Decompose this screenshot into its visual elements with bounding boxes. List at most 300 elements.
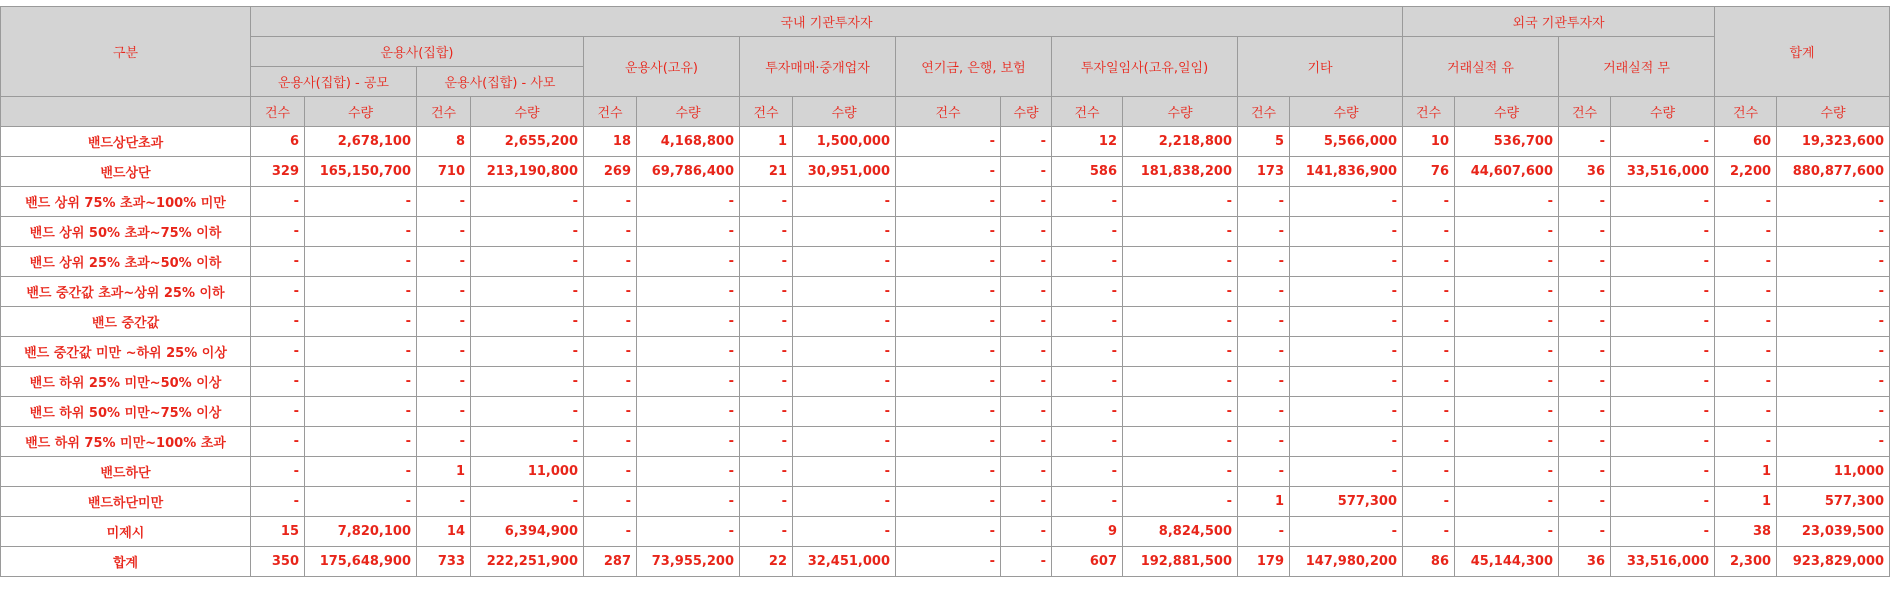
quantity-cell: - <box>1290 337 1403 367</box>
table-row <box>1 397 1890 427</box>
count-cell: - <box>1715 307 1777 337</box>
quantity-cell: - <box>1001 457 1052 487</box>
count-cell: - <box>740 217 793 247</box>
header-collective: 운용사(집합) <box>251 37 584 67</box>
count-cell: - <box>584 337 637 367</box>
quantity-cell: - <box>1001 217 1052 247</box>
count-cell: - <box>1559 277 1611 307</box>
quantity-cell: - <box>305 247 417 277</box>
quantity-cell: - <box>1455 187 1559 217</box>
quantity-cell: 165,150,700 <box>305 157 417 187</box>
quantity-cell: - <box>1777 367 1890 397</box>
quantity-cell: 181,838,200 <box>1123 157 1238 187</box>
quantity-cell: - <box>793 277 896 307</box>
quantity-cell: 577,300 <box>1290 487 1403 517</box>
count-cell: 5 <box>1238 127 1290 157</box>
count-cell: 173 <box>1238 157 1290 187</box>
count-cell: - <box>1715 217 1777 247</box>
count-cell: - <box>1403 277 1455 307</box>
count-cell: - <box>896 367 1001 397</box>
quantity-cell: - <box>305 427 417 457</box>
table-row <box>1 157 1890 187</box>
quantity-cell: 880,877,600 <box>1777 157 1890 187</box>
header-quantity: 수량 <box>1611 97 1715 127</box>
quantity-cell: - <box>1611 517 1715 547</box>
quantity-cell: 69,786,400 <box>637 157 740 187</box>
count-cell: - <box>1238 277 1290 307</box>
row-label: 미제시 <box>1 517 251 547</box>
count-cell: - <box>1559 247 1611 277</box>
quantity-cell: 577,300 <box>1777 487 1890 517</box>
count-cell: - <box>1403 427 1455 457</box>
quantity-cell: - <box>1611 217 1715 247</box>
quantity-cell: - <box>1611 187 1715 217</box>
count-cell: - <box>896 427 1001 457</box>
count-cell: 179 <box>1238 547 1290 577</box>
quantity-cell: - <box>1455 427 1559 457</box>
count-cell: - <box>1238 217 1290 247</box>
count-cell: - <box>1715 277 1777 307</box>
count-cell: - <box>740 457 793 487</box>
count-cell: - <box>1052 307 1123 337</box>
subheader-row <box>1 97 1890 127</box>
quantity-cell: 175,648,900 <box>305 547 417 577</box>
quantity-cell: 33,516,000 <box>1611 547 1715 577</box>
quantity-cell: 2,218,800 <box>1123 127 1238 157</box>
row-label: 합계 <box>1 547 251 577</box>
count-cell: - <box>1403 397 1455 427</box>
count-cell: - <box>1715 397 1777 427</box>
count-cell: - <box>1559 367 1611 397</box>
header-pension: 연기금, 은행, 보험 <box>896 37 1052 97</box>
count-cell: - <box>740 367 793 397</box>
quantity-cell: - <box>1001 277 1052 307</box>
quantity-cell: 7,820,100 <box>305 517 417 547</box>
count-cell: - <box>1052 187 1123 217</box>
count-cell: 76 <box>1403 157 1455 187</box>
count-cell: 22 <box>740 547 793 577</box>
count-cell: 733 <box>417 547 471 577</box>
count-cell: - <box>896 157 1001 187</box>
count-cell: - <box>1403 217 1455 247</box>
quantity-cell: - <box>1611 277 1715 307</box>
row-label: 밴드 하위 50% 미만~75% 이상 <box>1 397 251 427</box>
header-without-record: 거래실적 무 <box>1559 37 1715 97</box>
quantity-cell: - <box>793 397 896 427</box>
quantity-cell: - <box>305 397 417 427</box>
header-quantity: 수량 <box>471 97 584 127</box>
count-cell: - <box>1238 457 1290 487</box>
header-count: 건수 <box>1403 97 1455 127</box>
quantity-cell: - <box>1777 247 1890 277</box>
table-body <box>1 127 1890 577</box>
count-cell: - <box>1052 367 1123 397</box>
quantity-cell: - <box>1290 367 1403 397</box>
count-cell: - <box>896 217 1001 247</box>
quantity-cell: - <box>305 487 417 517</box>
table-row <box>1 277 1890 307</box>
quantity-cell: - <box>637 187 740 217</box>
quantity-cell: - <box>1455 457 1559 487</box>
row-label: 밴드 상위 50% 초과~75% 이하 <box>1 217 251 247</box>
quantity-cell: - <box>1777 337 1890 367</box>
quantity-cell: - <box>1123 247 1238 277</box>
quantity-cell: 23,039,500 <box>1777 517 1890 547</box>
quantity-cell: - <box>471 307 584 337</box>
count-cell: 287 <box>584 547 637 577</box>
count-cell: - <box>251 397 305 427</box>
count-cell: - <box>1052 427 1123 457</box>
quantity-cell: - <box>637 397 740 427</box>
count-cell: - <box>1715 247 1777 277</box>
count-cell: 1 <box>1715 487 1777 517</box>
count-cell: - <box>584 217 637 247</box>
quantity-cell: - <box>471 337 584 367</box>
row-label: 밴드 상위 25% 초과~50% 이하 <box>1 247 251 277</box>
quantity-cell: - <box>793 307 896 337</box>
quantity-cell: - <box>793 247 896 277</box>
quantity-cell: - <box>1001 547 1052 577</box>
quantity-cell: - <box>1455 337 1559 367</box>
count-cell: - <box>1052 337 1123 367</box>
row-label: 밴드 중간값 <box>1 307 251 337</box>
quantity-cell: - <box>471 427 584 457</box>
quantity-cell: - <box>1290 397 1403 427</box>
quantity-cell: 5,566,000 <box>1290 127 1403 157</box>
count-cell: - <box>251 367 305 397</box>
quantity-cell: 213,190,800 <box>471 157 584 187</box>
count-cell: - <box>251 427 305 457</box>
quantity-cell: 8,824,500 <box>1123 517 1238 547</box>
quantity-cell: 33,516,000 <box>1611 157 1715 187</box>
quantity-cell: 45,144,300 <box>1455 547 1559 577</box>
quantity-cell: - <box>1455 307 1559 337</box>
count-cell: 10 <box>1403 127 1455 157</box>
header-with-record: 거래실적 유 <box>1403 37 1559 97</box>
quantity-cell: 19,323,600 <box>1777 127 1890 157</box>
quantity-cell: - <box>471 397 584 427</box>
table-row <box>1 517 1890 547</box>
count-cell: 12 <box>1052 127 1123 157</box>
table-row <box>1 487 1890 517</box>
header-quantity: 수량 <box>1001 97 1052 127</box>
row-label: 밴드 중간값 미만 ~하위 25% 이상 <box>1 337 251 367</box>
quantity-cell: - <box>1123 397 1238 427</box>
count-cell: - <box>740 307 793 337</box>
count-cell: - <box>1238 397 1290 427</box>
count-cell: - <box>1559 487 1611 517</box>
count-cell: - <box>584 277 637 307</box>
quantity-cell: - <box>1455 217 1559 247</box>
quantity-cell: - <box>1611 487 1715 517</box>
count-cell: 1 <box>1715 457 1777 487</box>
count-cell: - <box>584 427 637 457</box>
quantity-cell: - <box>305 187 417 217</box>
count-cell: - <box>896 307 1001 337</box>
header-domestic: 국내 기관투자자 <box>251 7 1403 37</box>
table-row <box>1 127 1890 157</box>
count-cell: - <box>417 337 471 367</box>
quantity-cell: - <box>471 487 584 517</box>
count-cell: - <box>584 457 637 487</box>
count-cell: - <box>1559 337 1611 367</box>
quantity-cell: 192,881,500 <box>1123 547 1238 577</box>
quantity-cell: 2,678,100 <box>305 127 417 157</box>
table-row <box>1 457 1890 487</box>
count-cell: 60 <box>1715 127 1777 157</box>
count-cell: - <box>1715 427 1777 457</box>
row-label: 밴드 하위 25% 미만~50% 이상 <box>1 367 251 397</box>
header-quantity: 수량 <box>1777 97 1890 127</box>
header-quantity: 수량 <box>1455 97 1559 127</box>
quantity-cell: - <box>637 367 740 397</box>
row-label: 밴드 중간값 초과~상위 25% 이하 <box>1 277 251 307</box>
quantity-cell: 222,251,900 <box>471 547 584 577</box>
count-cell: - <box>1052 397 1123 427</box>
quantity-cell: - <box>1123 307 1238 337</box>
count-cell: - <box>740 427 793 457</box>
quantity-cell: - <box>1611 397 1715 427</box>
quantity-cell: - <box>1455 397 1559 427</box>
quantity-cell: - <box>305 367 417 397</box>
row-label: 밴드상단초과 <box>1 127 251 157</box>
count-cell: - <box>251 187 305 217</box>
quantity-cell: - <box>1001 127 1052 157</box>
count-cell: 586 <box>1052 157 1123 187</box>
quantity-cell: - <box>1001 487 1052 517</box>
quantity-cell: - <box>1001 337 1052 367</box>
quantity-cell: - <box>1123 487 1238 517</box>
header-quantity: 수량 <box>793 97 896 127</box>
quantity-cell: - <box>1001 517 1052 547</box>
count-cell: - <box>1559 457 1611 487</box>
count-cell: 1 <box>417 457 471 487</box>
count-cell: - <box>1238 187 1290 217</box>
count-cell: - <box>1403 337 1455 367</box>
count-cell: 6 <box>251 127 305 157</box>
count-cell: - <box>896 397 1001 427</box>
count-cell: - <box>896 337 1001 367</box>
header-collective-public: 운용사(집합) - 공모 <box>251 67 417 97</box>
count-cell: - <box>251 337 305 367</box>
quantity-cell: - <box>793 517 896 547</box>
quantity-cell: - <box>637 427 740 457</box>
quantity-cell: - <box>1290 277 1403 307</box>
count-cell: - <box>1559 397 1611 427</box>
count-cell: - <box>1715 367 1777 397</box>
quantity-cell: - <box>471 247 584 277</box>
count-cell: - <box>896 547 1001 577</box>
count-cell: - <box>1715 337 1777 367</box>
quantity-cell: - <box>793 187 896 217</box>
count-cell: 1 <box>1238 487 1290 517</box>
quantity-cell: 923,829,000 <box>1777 547 1890 577</box>
count-cell: - <box>1403 457 1455 487</box>
header-count: 건수 <box>1238 97 1290 127</box>
count-cell: 350 <box>251 547 305 577</box>
count-cell: - <box>251 277 305 307</box>
quantity-cell: - <box>1123 457 1238 487</box>
header-quantity: 수량 <box>1290 97 1403 127</box>
count-cell: 9 <box>1052 517 1123 547</box>
count-cell: - <box>1052 487 1123 517</box>
count-cell: - <box>896 487 1001 517</box>
count-cell: - <box>740 337 793 367</box>
quantity-cell: - <box>637 247 740 277</box>
quantity-cell: - <box>471 277 584 307</box>
count-cell: 14 <box>417 517 471 547</box>
count-cell: - <box>417 247 471 277</box>
quantity-cell: - <box>305 307 417 337</box>
count-cell: - <box>1559 427 1611 457</box>
count-cell: - <box>896 247 1001 277</box>
count-cell: - <box>1403 487 1455 517</box>
table-row <box>1 247 1890 277</box>
quantity-cell: 147,980,200 <box>1290 547 1403 577</box>
count-cell: - <box>417 427 471 457</box>
count-cell: - <box>1559 127 1611 157</box>
quantity-cell: - <box>1455 277 1559 307</box>
count-cell: 86 <box>1403 547 1455 577</box>
table-row <box>1 337 1890 367</box>
header-count: 건수 <box>584 97 637 127</box>
count-cell: - <box>1052 277 1123 307</box>
quantity-cell: - <box>793 367 896 397</box>
quantity-cell: 6,394,900 <box>471 517 584 547</box>
header-count: 건수 <box>251 97 305 127</box>
count-cell: - <box>1403 517 1455 547</box>
quantity-cell: 1,500,000 <box>793 127 896 157</box>
count-cell: - <box>1052 247 1123 277</box>
count-cell: - <box>417 397 471 427</box>
count-cell: - <box>1238 367 1290 397</box>
count-cell: - <box>417 367 471 397</box>
count-cell: - <box>1559 307 1611 337</box>
row-label: 밴드상단 <box>1 157 251 187</box>
count-cell: - <box>740 517 793 547</box>
count-cell: 36 <box>1559 157 1611 187</box>
count-cell: - <box>417 277 471 307</box>
quantity-cell: 32,451,000 <box>793 547 896 577</box>
count-cell: 2,300 <box>1715 547 1777 577</box>
count-cell: - <box>417 217 471 247</box>
quantity-cell: 2,655,200 <box>471 127 584 157</box>
count-cell: - <box>896 187 1001 217</box>
count-cell: - <box>251 487 305 517</box>
quantity-cell: 30,951,000 <box>793 157 896 187</box>
count-cell: - <box>251 247 305 277</box>
count-cell: - <box>896 457 1001 487</box>
quantity-cell: - <box>1290 187 1403 217</box>
quantity-cell: - <box>1123 337 1238 367</box>
count-cell: - <box>584 247 637 277</box>
count-cell: 710 <box>417 157 471 187</box>
count-cell: 18 <box>584 127 637 157</box>
count-cell: - <box>896 127 1001 157</box>
count-cell: - <box>417 187 471 217</box>
count-cell: 38 <box>1715 517 1777 547</box>
quantity-cell: - <box>305 457 417 487</box>
count-cell: - <box>584 367 637 397</box>
count-cell: 607 <box>1052 547 1123 577</box>
header-broker: 투자매매·중개업자 <box>740 37 896 97</box>
quantity-cell: - <box>637 277 740 307</box>
count-cell: - <box>740 247 793 277</box>
quantity-cell: 73,955,200 <box>637 547 740 577</box>
count-cell: - <box>1403 307 1455 337</box>
quantity-cell: 536,700 <box>1455 127 1559 157</box>
count-cell: - <box>1715 187 1777 217</box>
quantity-cell: - <box>1611 247 1715 277</box>
header-discretionary: 투자일임사(고유,일임) <box>1052 37 1238 97</box>
quantity-cell: 44,607,600 <box>1455 157 1559 187</box>
quantity-cell: 141,836,900 <box>1290 157 1403 187</box>
quantity-cell: 4,168,800 <box>637 127 740 157</box>
count-cell: - <box>417 307 471 337</box>
count-cell: 2,200 <box>1715 157 1777 187</box>
quantity-cell: - <box>1777 397 1890 427</box>
header-foreign: 외국 기관투자자 <box>1403 7 1715 37</box>
quantity-cell: - <box>1611 337 1715 367</box>
count-cell: - <box>896 277 1001 307</box>
quantity-cell: - <box>1123 427 1238 457</box>
count-cell: - <box>584 487 637 517</box>
count-cell: 15 <box>251 517 305 547</box>
quantity-cell: - <box>471 217 584 247</box>
count-cell: - <box>1238 427 1290 457</box>
count-cell: - <box>1238 337 1290 367</box>
header-count: 건수 <box>1052 97 1123 127</box>
row-label: 밴드하단 <box>1 457 251 487</box>
count-cell: - <box>1403 367 1455 397</box>
quantity-cell: - <box>637 517 740 547</box>
quantity-cell: - <box>1290 427 1403 457</box>
quantity-cell: - <box>637 337 740 367</box>
table-row <box>1 307 1890 337</box>
row-label: 밴드 하위 75% 미만~100% 초과 <box>1 427 251 457</box>
count-cell: - <box>417 487 471 517</box>
quantity-cell: - <box>793 217 896 247</box>
header-count: 건수 <box>1715 97 1777 127</box>
header-count: 건수 <box>1559 97 1611 127</box>
table-row <box>1 427 1890 457</box>
count-cell: - <box>1052 217 1123 247</box>
quantity-cell: 11,000 <box>471 457 584 487</box>
table-row <box>1 217 1890 247</box>
quantity-cell: - <box>1001 307 1052 337</box>
count-cell: - <box>740 277 793 307</box>
quantity-cell: - <box>305 277 417 307</box>
allocation-table <box>0 6 1890 577</box>
quantity-cell: - <box>1455 247 1559 277</box>
quantity-cell: - <box>1001 397 1052 427</box>
header-category-blank <box>1 97 251 127</box>
quantity-cell: - <box>1001 367 1052 397</box>
table-row <box>1 547 1890 577</box>
count-cell: - <box>584 397 637 427</box>
row-label: 밴드하단미만 <box>1 487 251 517</box>
count-cell: - <box>896 517 1001 547</box>
quantity-cell: - <box>1123 187 1238 217</box>
count-cell: - <box>251 217 305 247</box>
quantity-cell: - <box>1290 247 1403 277</box>
count-cell: - <box>584 187 637 217</box>
quantity-cell: - <box>1001 187 1052 217</box>
quantity-cell: - <box>793 487 896 517</box>
quantity-cell: - <box>1611 127 1715 157</box>
quantity-cell: - <box>1777 187 1890 217</box>
quantity-cell: - <box>1123 277 1238 307</box>
